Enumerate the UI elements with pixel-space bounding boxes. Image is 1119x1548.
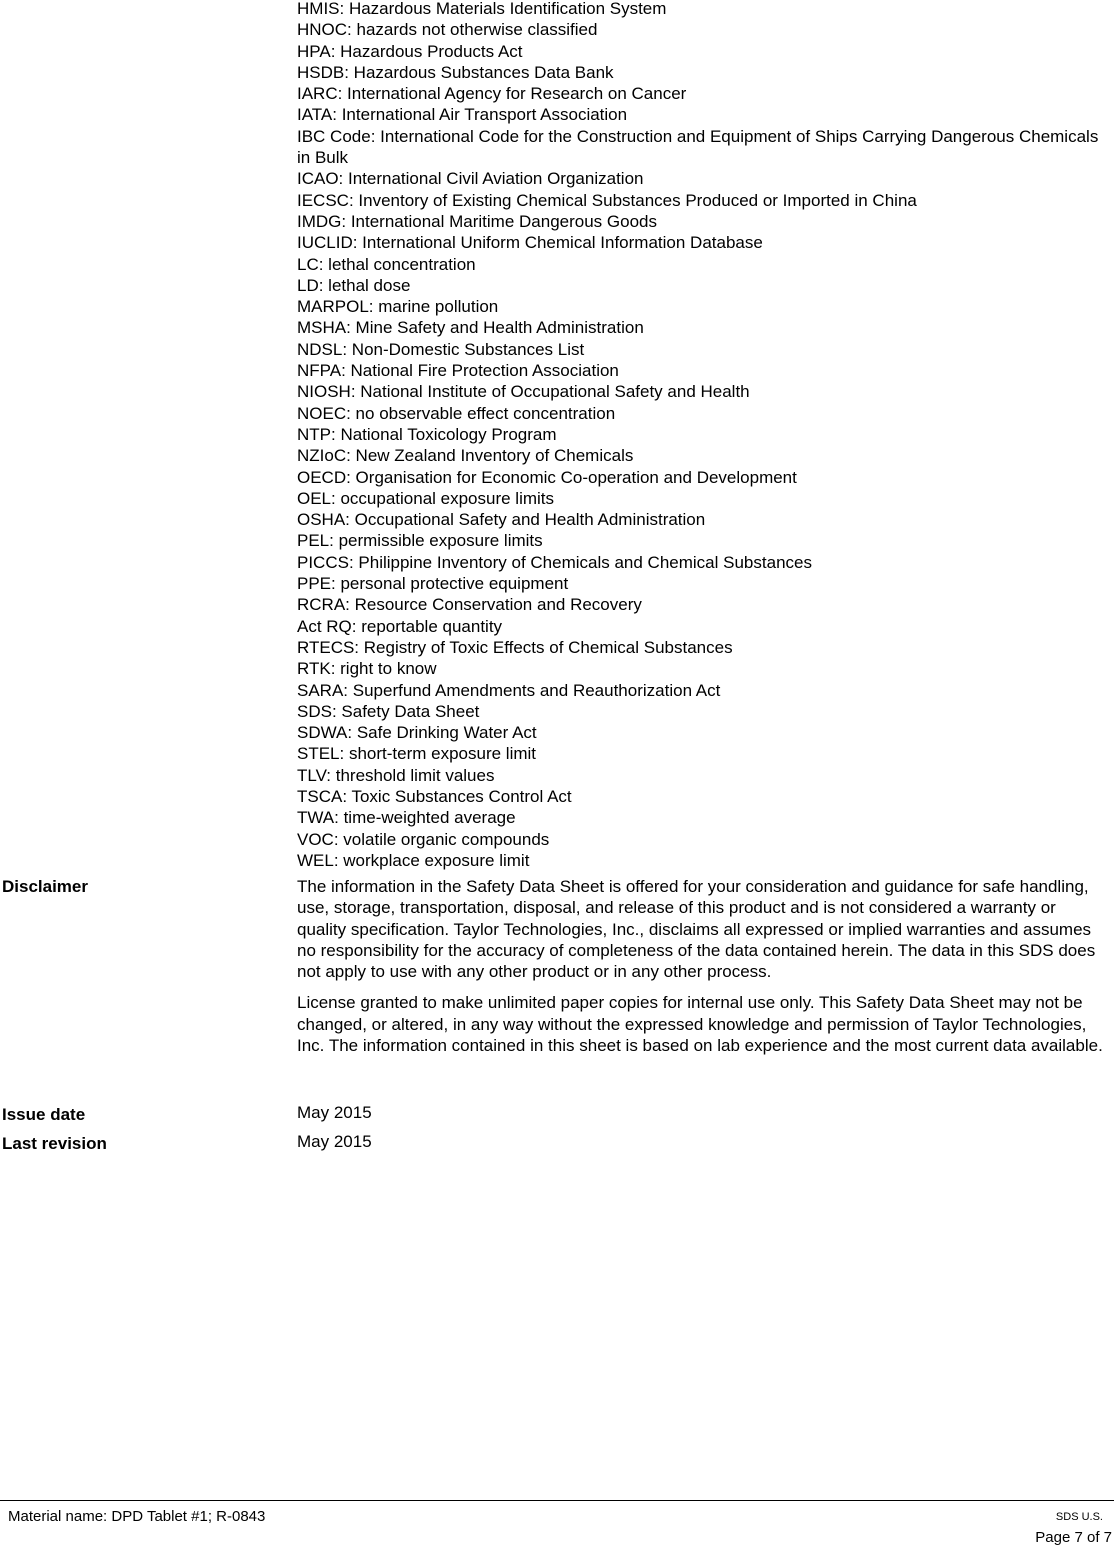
abbreviation-item: Act RQ: reportable quantity bbox=[297, 616, 503, 636]
abbreviation-item: TWA: time-weighted average bbox=[297, 808, 516, 828]
abbreviation-item: NZIoC: New Zealand Inventory of Chemicals bbox=[297, 446, 634, 466]
abbreviation-item: NOEC: no observable effect concentration bbox=[297, 403, 616, 423]
abbreviation-item: NTP: National Toxicology Program bbox=[297, 424, 557, 444]
abbreviation-item: WEL: workplace exposure limit bbox=[297, 850, 530, 870]
abbreviation-item: MSHA: Mine Safety and Health Administration bbox=[297, 318, 644, 338]
abbreviation-item: NDSL: Non-Domestic Substances List bbox=[297, 339, 585, 359]
abbreviation-item: OEL: occupational exposure limits bbox=[297, 488, 555, 508]
abbreviation-item: LC: lethal concentration bbox=[297, 254, 476, 274]
abbreviation-item: IATA: International Air Transport Association bbox=[297, 105, 628, 125]
abbreviation-item: IARC: International Agency for Research on Cancer bbox=[297, 84, 687, 104]
disclaimer-label: Disclaimer bbox=[2, 877, 88, 896]
abbreviation-item: IMDG: International Maritime Dangerous Goods bbox=[297, 211, 657, 231]
abbreviation-item: RTECS: Registry of Toxic Effects of Chemical Substances bbox=[297, 637, 733, 657]
abbreviation-item: IBC Code: International Code for the Construction and Equipment of Ships Carrying Dangerous Chemicals in Bulk bbox=[297, 126, 1099, 168]
abbreviation-item: STEL: short-term exposure limit bbox=[297, 744, 537, 764]
abbreviation-item: HNOC: hazards not otherwise classified bbox=[297, 20, 598, 40]
issue-date-value: May 2015 bbox=[297, 1103, 372, 1122]
sds-region: SDS U.S. bbox=[1055, 1511, 1103, 1523]
abbreviation-item: RCRA: Resource Conservation and Recovery bbox=[297, 595, 642, 615]
abbreviation-item: HSDB: Hazardous Substances Data Bank bbox=[297, 62, 614, 82]
abbreviation-item: IUCLID: International Uniform Chemical Information Database bbox=[297, 233, 763, 253]
page-footer bbox=[0, 1500, 1114, 1548]
abbreviation-item: TLV: threshold limit values bbox=[297, 765, 495, 785]
abbreviation-item: IECSC: Inventory of Existing Chemical Substances Produced or Imported in China bbox=[297, 190, 917, 210]
page-number: Page 7 of 7 bbox=[1035, 1529, 1112, 1546]
abbreviation-item: RTK: right to know bbox=[297, 659, 437, 679]
abbreviation-item: MARPOL: marine pollution bbox=[297, 297, 499, 317]
abbreviation-item: OSHA: Occupational Safety and Health Administration bbox=[297, 510, 706, 530]
issue-date-label: Issue date bbox=[2, 1105, 86, 1124]
abbreviation-item: SARA: Superfund Amendments and Reauthorization Act bbox=[297, 680, 721, 700]
disclaimer-paragraph-2: License granted to make unlimited paper copies for internal use only. This Safety Data Sheet may not be changed, or altered, in any way without the expressed knowledge and permission of Taylor Technologies, Inc. The information contained in this sheet is based on lab experience and the most current data available. bbox=[297, 993, 1103, 1056]
last-revision-label: Last revision bbox=[2, 1134, 107, 1153]
disclaimer-paragraph-1: The information in the Safety Data Sheet is offered for your consideration and guidance for safe handling, use, storage, transportation, disposal, and release of this product and is not considered a warranty or quality specification. Taylor Technologies, Inc., disclaims all expressed or implied warranties and assumes no responsibility for the accuracy of completeness of the data contained herein. The data in this SDS does not apply to use with any other product or in any other process. bbox=[297, 877, 1096, 982]
abbreviation-item: SDS: Safety Data Sheet bbox=[297, 701, 480, 721]
disclaimer-body bbox=[297, 876, 1103, 1066]
abbreviation-item: OECD: Organisation for Economic Co-operation and Development bbox=[297, 467, 797, 487]
abbreviation-item: VOC: volatile organic compounds bbox=[297, 829, 550, 849]
abbreviation-item: LD: lethal dose bbox=[297, 275, 411, 295]
abbreviation-item: PPE: personal protective equipment bbox=[297, 574, 569, 594]
abbreviations-list bbox=[297, 0, 1107, 871]
abbreviation-item: PEL: permissible exposure limits bbox=[297, 531, 543, 551]
abbreviation-item: HPA: Hazardous Products Act bbox=[297, 41, 523, 61]
material-name: Material name: DPD Tablet #1; R-0843 bbox=[8, 1508, 266, 1525]
abbreviation-item: HMIS: Hazardous Materials Identification System bbox=[297, 0, 667, 18]
abbreviation-item: TSCA: Toxic Substances Control Act bbox=[297, 786, 572, 806]
abbreviation-item: NFPA: National Fire Protection Association bbox=[297, 361, 619, 381]
abbreviation-item: ICAO: International Civil Aviation Organization bbox=[297, 169, 644, 189]
abbreviation-item: SDWA: Safe Drinking Water Act bbox=[297, 723, 537, 743]
abbreviation-item: NIOSH: National Institute of Occupational Safety and Health bbox=[297, 382, 750, 402]
abbreviation-item: PICCS: Philippine Inventory of Chemicals and Chemical Substances bbox=[297, 552, 812, 572]
last-revision-value: May 2015 bbox=[297, 1132, 372, 1151]
